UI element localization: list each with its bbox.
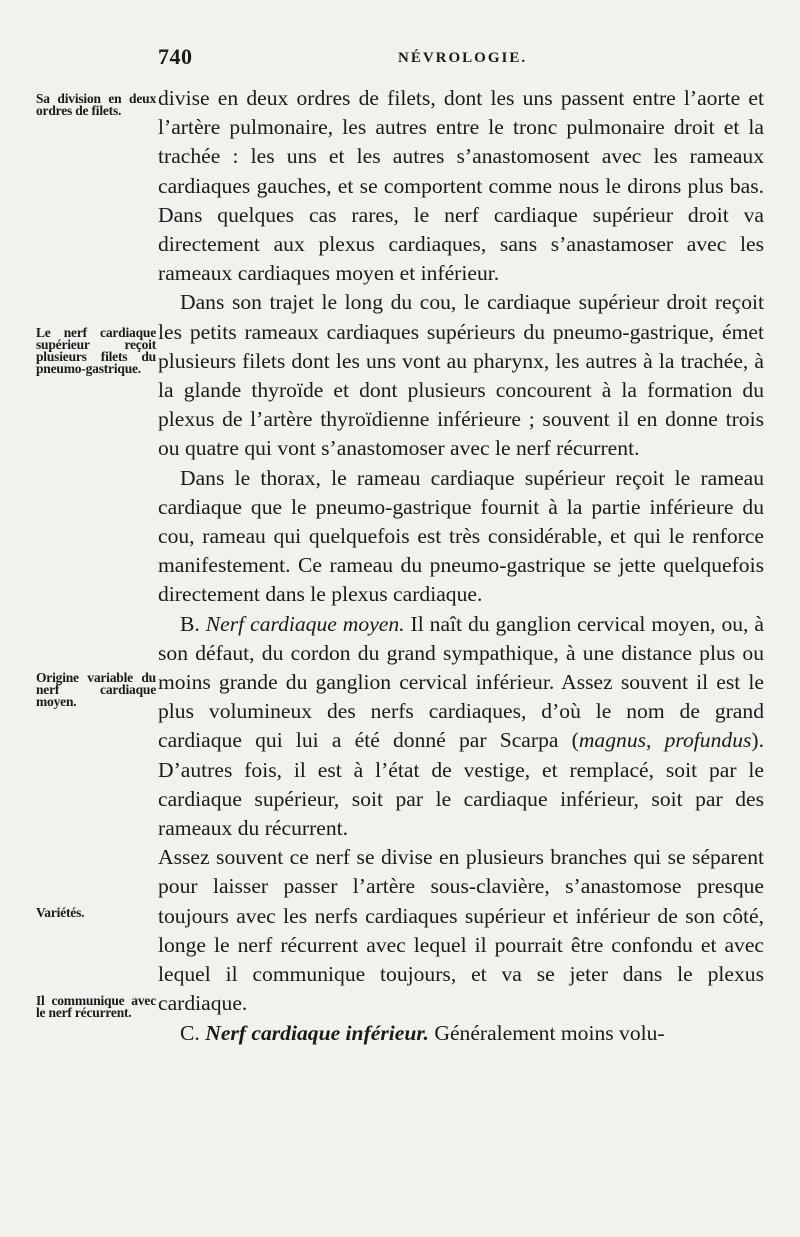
margin-note-middle-origin: Origine variable du nerf cardiaque moyen. <box>36 670 156 709</box>
term-magnus: magnus <box>578 728 647 753</box>
margin-note-superior-nerve: Le nerf cardiaque supérieur reçoit plusieurs filets du pneumo-gastrique. <box>36 325 156 376</box>
paragraph-4 <box>158 610 764 844</box>
body-text <box>158 84 764 1048</box>
paragraph-5: Assez souvent ce nerf se divise en plusieurs branches qui se séparent pour laisser passer l’artère sous-clavière, s’anastomose presque toujours avec les nerfs cardiaques supérieur et inférieur de son côté, longe le nerf récurrent avec lequel il pourrait être confondu et avec lequel il communique toujours, et va se jeter dans le plexus cardiaque. <box>158 845 764 1016</box>
paragraph-3: Dans le thorax, le rameau cardiaque supérieur reçoit le rameau cardiaque que le pneumo-gastrique fournit à la partie inférieure du cou, rameau qui quelquefois est très considérable, et qui le renforce manifestement. Ce rameau du pneumo-gastrique se jette quelquefois directement dans le plexus cardiaque. <box>158 465 764 607</box>
margin-note-division: Sa division en deux ordres de filets. <box>36 91 156 118</box>
margin-note-varieties: Variétés. <box>36 905 85 920</box>
paragraph-4-text-b: ). D’autres fois, il est à l’état de vestige, et remplacé, soit par le cardiaque supérieur, soit par le cardiaque inférieur, soit par des rameaux du récurrent. <box>158 728 764 841</box>
section-label-b: B. <box>180 611 200 636</box>
paragraph-4-text-a: Il naît du ganglion cervical moyen, ou, à son défaut, du cordon du grand sympathique, à une distance plus ou moins grande du ganglion cervical inférieur. Assez souvent il est le plus volumineux des nerfs cardiaques, d’où le nom de grand cardiaque qui lui a été donné par Scarpa ( <box>158 611 764 753</box>
margin-note-communication: Il communique avec le nerf récurrent. <box>36 993 156 1020</box>
running-head: NÉVROLOGIE. <box>398 50 528 66</box>
section-title-middle-nerve: Nerf cardiaque moyen. <box>205 611 405 636</box>
paragraph-1: divise en deux ordres de filets, dont les uns passent entre l’aorte et l’artère pulmonaire, les autres entre le tronc pulmonaire droit et la trachée : les uns et les autres s’anastomosent avec les rameaux cardiaques gauches, et se comportent comme nous le dirons plus bas. Dans quelques cas rares, le nerf cardiaque supérieur droit va directement aux plexus cardiaques, sans s’anastamoser avec les rameaux cardiaques moyen et inférieur. <box>158 86 764 286</box>
section-label-c: C. <box>180 1020 200 1045</box>
paragraph-6-text: Généralement moins volu- <box>428 1020 665 1045</box>
term-profundus: profundus <box>664 728 752 753</box>
term-separator: , <box>646 728 665 753</box>
page-number: 740 <box>158 44 193 69</box>
paragraph-2: Dans son trajet le long du cou, le cardiaque supérieur droit reçoit les petits rameaux cardiaques supérieurs du pneumo-gastrique, émet plusieurs filets dont les uns vont au pharynx, les autres à la trachée, à la glande thyroïde et dont plusieurs concourent à la formation du plexus de l’artère thyroïdienne inférieure ; souvent il en donne trois ou quatre qui vont s’anastomoser avec le nerf récurrent. <box>158 290 764 461</box>
page-header <box>158 44 758 74</box>
section-title-inferior-nerve: Nerf cardiaque inférieur. <box>205 1020 429 1045</box>
paragraph-6 <box>158 1019 764 1048</box>
